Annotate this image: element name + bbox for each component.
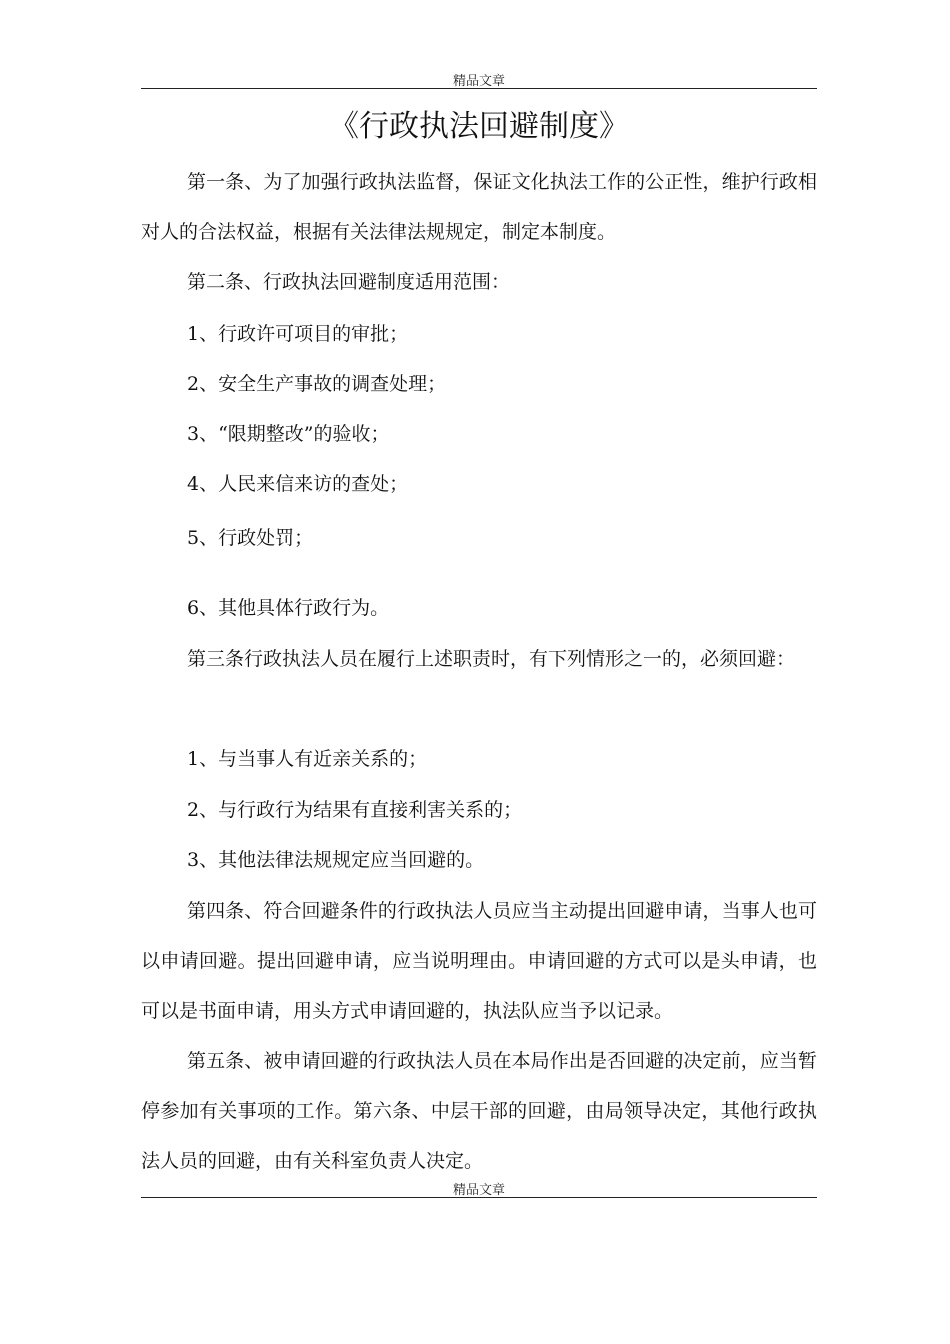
paragraph-article-5-6: 第五条、被申请回避的行政执法人员在本局作出是否回避的决定前，应当暂停参加有关事项的工作。第六条、中层干部的回避，由局领导决定，其他行政执法人员的回避，由有关科室负责人决定。 <box>141 1050 817 1172</box>
list-item-scope-1: 1、行政许可项目的审批； <box>187 323 409 345</box>
list-item-condition-3: 3、其他法律法规规定应当回避的。 <box>187 849 485 871</box>
document-title: 《行政执法回避制度》 <box>329 109 629 144</box>
list-item-scope-5: 5、行政处罚； <box>187 527 314 549</box>
page-header: 精品文章 <box>452 74 505 89</box>
list-item-scope-2: 2、安全生产事故的调查处理； <box>187 373 447 395</box>
paragraph-article-2: 第二条、行政执法回避制度适用范围： <box>187 271 511 293</box>
list-item-scope-3: 3、“限期整改”的验收； <box>187 423 390 445</box>
paragraph-article-4: 第四条、符合回避条件的行政执法人员应当主动提出回避申请，当事人也可以申请回避。提出回避申请，应当说明理由。申请回避的方式可以是头申请，也可以是书面申请，用头方式申请回避的，执法队应当予以记录。 <box>141 900 817 1022</box>
header-rule <box>141 88 817 89</box>
list-item-scope-6: 6、其他具体行政行为。 <box>187 597 390 619</box>
paragraph-article-1: 第一条、为了加强行政执法监督，保证文化执法工作的公正性，维护行政相对人的合法权益，根据有关法律法规规定，制定本制度。 <box>141 171 817 243</box>
list-item-scope-4: 4、人民来信来访的查处； <box>187 473 409 495</box>
list-item-condition-2: 2、与行政行为结果有直接利害关系的； <box>187 799 523 821</box>
page-footer: 精品文章 <box>452 1183 505 1198</box>
list-item-condition-1: 1、与当事人有近亲关系的； <box>187 748 428 770</box>
paragraph-article-3: 第三条行政执法人员在履行上述职责时，有下列情形之一的，必须回避： <box>187 648 796 670</box>
